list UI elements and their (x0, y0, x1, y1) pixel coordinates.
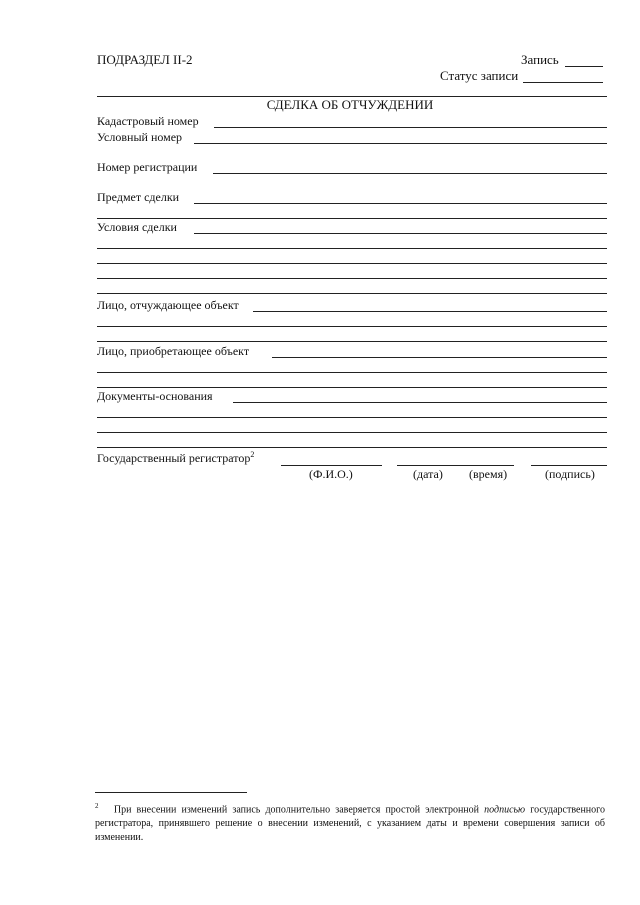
registrar-label: Государственный регистратор$^2$ (97, 450, 255, 465)
deal-subject-line[interactable] (194, 203, 607, 204)
page-title: СДЕЛКА ОБ ОТЧУЖДЕНИИ (266, 97, 434, 112)
fio-caption: (Ф.И.О.) (309, 467, 353, 481)
deal-terms-line[interactable] (194, 233, 607, 234)
basis-documents-label: Документы-основания (97, 389, 213, 403)
footnote-mark: 2 (95, 802, 99, 810)
registrar-footnote-mark: 2 (250, 450, 255, 459)
record-label: Запись (521, 52, 559, 67)
basis-documents-line[interactable] (233, 402, 607, 403)
deal-terms-line-3[interactable] (97, 263, 607, 264)
footnote-separator (95, 792, 247, 793)
basis-documents-line-4[interactable] (97, 447, 607, 448)
registrar-signature-line[interactable] (531, 465, 607, 466)
acquiring-party-line-2[interactable] (97, 372, 607, 373)
registration-number-line[interactable] (213, 173, 607, 174)
basis-documents-line-3[interactable] (97, 432, 607, 433)
signature-caption: (подпись) (545, 467, 595, 481)
registration-number-label: Номер регистрации (97, 160, 198, 174)
deal-terms-line-4[interactable] (97, 278, 607, 279)
alienating-party-line-2[interactable] (97, 326, 607, 327)
deal-subject-label: Предмет сделки (97, 190, 180, 204)
cadastral-number-line[interactable] (214, 127, 607, 128)
conditional-number-label: Условный номер (97, 130, 183, 144)
registrar-datetime-line[interactable] (397, 465, 514, 466)
record-status-label: Статус записи (440, 68, 519, 83)
date-caption: (дата) (413, 467, 443, 481)
record-status-line[interactable] (523, 82, 603, 83)
footnote: $^2$ При внесении изменений запись дополнительно заверяется простой электронной подписью государственного регистратора, принявшего решение о внесении изменений, с указанием даты и времени совершения записи об изменении. (95, 802, 605, 844)
acquiring-party-line[interactable] (272, 357, 607, 358)
registrar-fio-line[interactable] (281, 465, 382, 466)
acquiring-party-label: Лицо, приобретающее объект (97, 344, 250, 358)
alienating-party-line-3[interactable] (97, 341, 607, 342)
record-number-line[interactable] (565, 66, 603, 67)
alienating-party-line[interactable] (253, 311, 607, 312)
alienating-party-label: Лицо, отчуждающее объект (97, 298, 239, 312)
acquiring-party-line-3[interactable] (97, 387, 607, 388)
subsection-title: ПОДРАЗДЕЛ II-2 (97, 52, 193, 67)
conditional-number-line[interactable] (194, 143, 607, 144)
deal-terms-line-5[interactable] (97, 293, 607, 294)
deal-terms-line-2[interactable] (97, 248, 607, 249)
basis-documents-line-2[interactable] (97, 417, 607, 418)
cadastral-number-label: Кадастровый номер (97, 114, 199, 128)
time-caption: (время) (469, 467, 508, 481)
deal-terms-label: Условия сделки (97, 220, 177, 234)
deal-subject-line-2[interactable] (97, 218, 607, 219)
